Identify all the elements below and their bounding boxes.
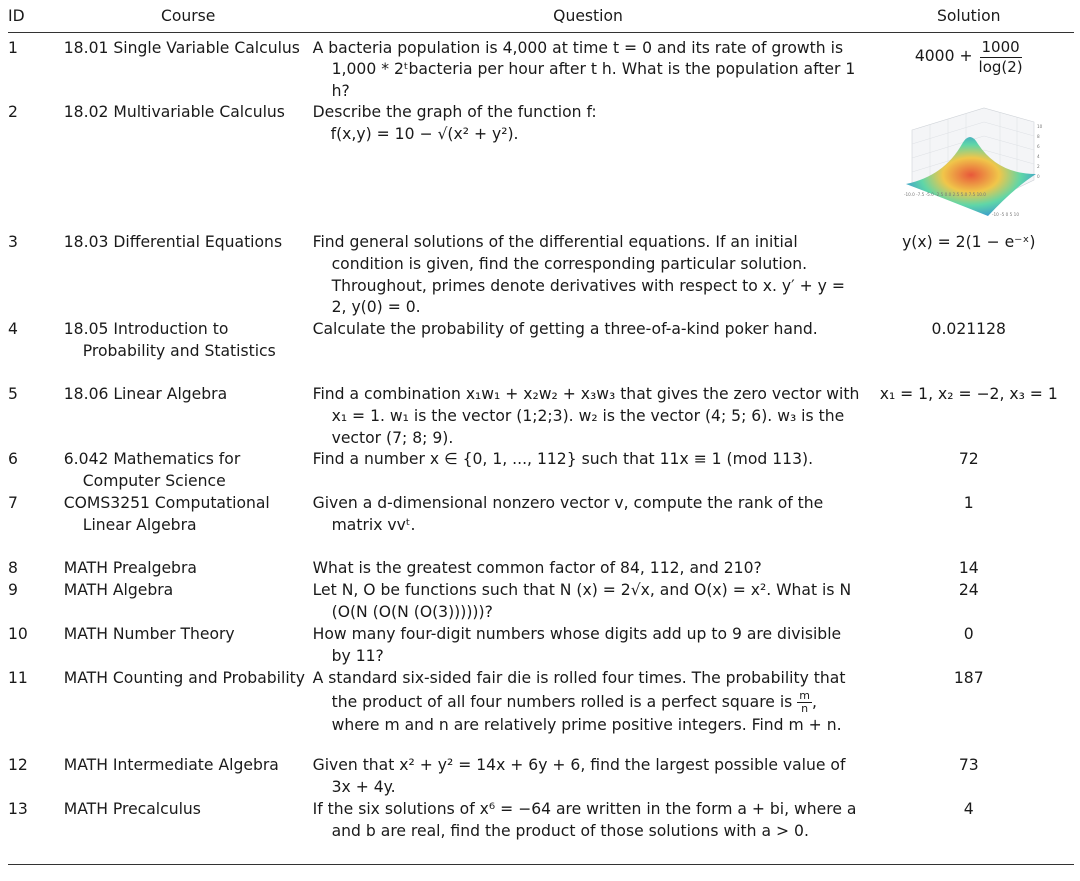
row-question: How many four-digit numbers whose digits add up to 9 are divisible by 11?	[312, 625, 842, 665]
svg-text:0: 0	[1036, 174, 1040, 180]
row-solution: 24	[958, 581, 979, 600]
row-question: Find a number x ∈ {0, 1, ..., 112} such that 11x ≡ 1 (mod 113).	[312, 450, 814, 469]
row-solution	[863, 102, 1074, 232]
row-id: 9	[8, 581, 18, 600]
table-row	[8, 558, 1074, 580]
table-row	[8, 449, 1074, 493]
row-question: Given a d-dimensional nonzero vector v, compute the rank of the matrix vvᵗ.	[312, 494, 824, 534]
row-question: Let N, O be functions such that N (x) = 2√x, and O(x) = x². What is N (O(N (O(N (O(3))))))?	[312, 581, 852, 621]
row-question: Calculate the probability of getting a three-of-a-kind poker hand.	[312, 320, 818, 339]
question-formula: f(x,y) = 10 − √(x² + y²).	[330, 124, 519, 143]
row-course: MATH Prealgebra	[63, 559, 197, 578]
row-course: COMS3251 Computational Linear Algebra	[63, 494, 270, 534]
row-id: 3	[8, 233, 18, 252]
table-row	[8, 32, 1074, 102]
header-id: ID	[8, 7, 25, 25]
row-question: Find general solutions of the differential equations. If an initial condition is given, find the corresponding particular solution. Throughout, primes denote derivatives with respect to x. y′ + y = 2, y(0) = 0.	[312, 233, 845, 317]
row-course: MATH Number Theory	[63, 625, 235, 644]
row-solution: y(x) = 2(1 − e⁻ˣ)	[902, 233, 1036, 252]
table-row	[8, 319, 1074, 384]
row-id: 13	[8, 800, 28, 819]
surface-plot-3d	[884, 104, 1054, 222]
question-text-start: A standard six-sided fair die is rolled four times. The probability that the product of all four numbers rolled is a perfect square is	[312, 669, 846, 711]
row-course: MATH Counting and Probability	[63, 669, 305, 688]
row-solution: 4	[963, 800, 974, 819]
row-question	[313, 668, 864, 755]
table-row	[8, 799, 1074, 865]
row-id: 5	[8, 385, 18, 404]
row-question: A bacteria population is 4,000 at time t = 0 and its rate of growth is 1,000 * 2ᵗbacteria per hour after t h. What is the population after 1 h?	[312, 38, 856, 100]
row-question: If the six solutions of x⁶ = −64 are written in the form a + bi, where a and b are real, find the product of those solutions with a > 0.	[312, 800, 857, 840]
header-question: Question	[553, 7, 623, 25]
row-id: 2	[8, 103, 18, 122]
row-id: 1	[8, 38, 18, 57]
row-course: 18.02 Multivariable Calculus	[63, 103, 285, 122]
table-row	[8, 755, 1074, 799]
header-course: Course	[160, 7, 216, 25]
question-text-end: , where m and n are relatively prime positive integers. Find m + n.	[331, 692, 842, 734]
header-solution: Solution	[936, 7, 1001, 25]
math-questions-table	[8, 2, 1074, 865]
svg-text:2: 2	[1036, 164, 1040, 170]
table-row	[8, 580, 1074, 624]
row-question: Find a combination x₁w₁ + x₂w₂ + x₃w₃ that gives the zero vector with x₁ = 1. w₁ is the vector (1;2;3). w₂ is the vector (4; 5; 6). w₃ is the vector (7; 8; 9).	[312, 385, 860, 447]
row-course: 18.01 Single Variable Calculus	[63, 38, 300, 57]
row-id: 12	[8, 756, 28, 775]
row-solution: 72	[958, 450, 979, 469]
row-course: MATH Intermediate Algebra	[63, 756, 279, 775]
table-header-row	[8, 2, 1074, 32]
row-solution: 187	[953, 669, 984, 688]
svg-text:-10 -5 0 5 10: -10 -5 0 5 10	[991, 212, 1019, 218]
row-id: 8	[8, 559, 18, 578]
fraction-numerator: 1000	[981, 37, 1020, 56]
table-row	[8, 384, 1074, 449]
svg-text:4: 4	[1036, 154, 1040, 160]
row-course: 18.05 Introduction to Probability and Statistics	[63, 320, 276, 360]
row-solution	[863, 32, 1074, 102]
solution-fraction	[979, 38, 1023, 77]
fraction-numerator: m	[799, 688, 810, 702]
svg-text:10: 10	[1036, 124, 1043, 130]
row-course: 18.03 Differential Equations	[63, 233, 283, 252]
table-row	[8, 624, 1074, 668]
row-id: 10	[8, 625, 28, 644]
row-question: Given that x² + y² = 14x + 6y + 6, find the largest possible value of 3x + 4y.	[312, 756, 846, 796]
row-course: MATH Precalculus	[63, 800, 201, 819]
row-question	[313, 102, 864, 232]
question-text: Describe the graph of the function f:	[312, 103, 597, 122]
fraction-denominator: log(2)	[978, 57, 1023, 76]
row-id: 11	[8, 669, 28, 688]
row-question: What is the greatest common factor of 84, 112, and 210?	[312, 559, 762, 578]
row-id: 4	[8, 320, 18, 339]
fraction-denominator: n	[801, 701, 809, 715]
row-solution: 1	[963, 494, 974, 513]
row-id: 7	[8, 494, 18, 513]
row-solution: 73	[958, 756, 979, 775]
row-solution: x₁ = 1, x₂ = −2, x₃ = 1	[879, 385, 1058, 404]
svg-text:-10.0 -7.5 -5.0 -2.5 0.0 2.5 5: -10.0 -7.5 -5.0 -2.5 0.0 2.5 5.0 7.5 10.0	[903, 192, 986, 198]
row-course: 18.06 Linear Algebra	[63, 385, 228, 404]
table-row	[8, 232, 1074, 319]
row-course: MATH Algebra	[63, 581, 174, 600]
row-solution: 0	[963, 625, 974, 644]
row-course: 6.042 Mathematics for Computer Science	[63, 450, 241, 490]
table-row	[8, 493, 1074, 558]
svg-text:6: 6	[1036, 144, 1040, 150]
row-solution: 14	[958, 559, 979, 578]
table-row	[8, 102, 1074, 232]
svg-text:8: 8	[1036, 134, 1040, 140]
solution-lead-text: 4000 +	[914, 47, 973, 66]
question-fraction	[797, 690, 812, 715]
plot-z-ticks	[1037, 124, 1043, 179]
row-solution: 0.021128	[931, 320, 1006, 339]
row-id: 6	[8, 450, 18, 469]
table-row	[8, 668, 1074, 755]
